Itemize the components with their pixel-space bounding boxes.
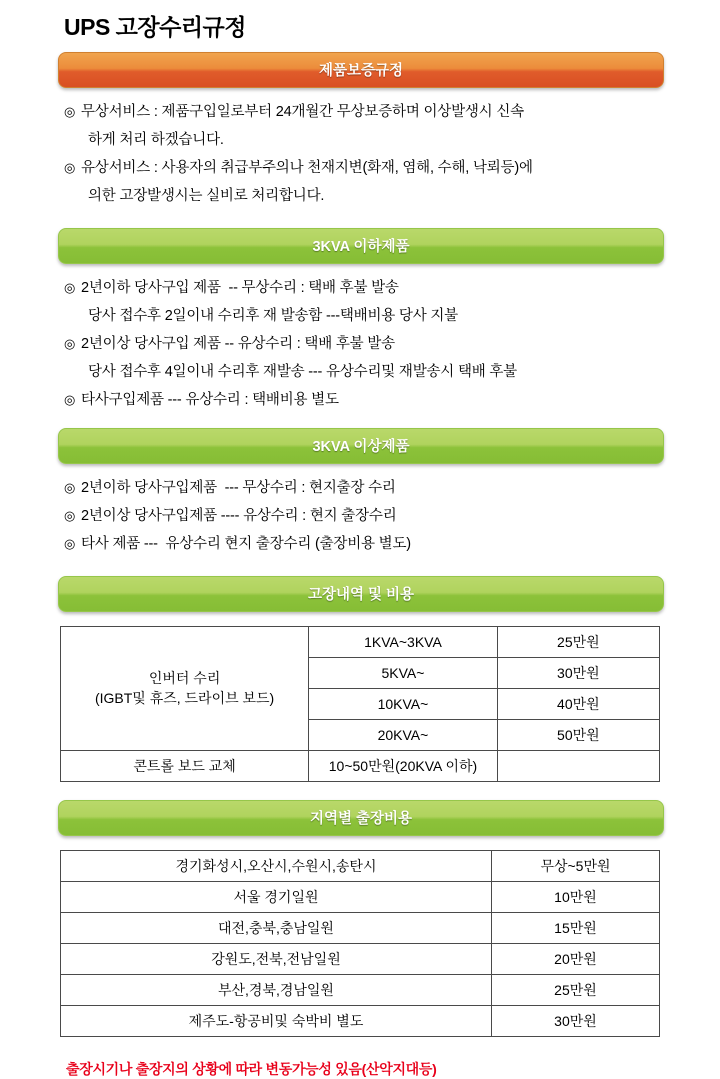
warranty-line-text: 하게 처리 하겠습니다. [88, 131, 224, 148]
under-3kva-line-text: 타사구입제품 --- 유상수리 : 택배비용 별도 [81, 391, 339, 408]
failure-cost-table [60, 626, 660, 782]
cell-region-price: 10만원 [491, 881, 659, 912]
cell-price: 50만원 [497, 719, 659, 750]
cell-region: 제주도-항공비및 숙박비 별도 [61, 1005, 492, 1036]
inverter-label-line2: (IGBT및 휴즈, 드라이브 보드) [94, 690, 275, 707]
warranty-line-text: 의한 고장발생시는 실비로 처리합니다. [88, 187, 325, 204]
bullet-icon: ◎ [64, 479, 76, 495]
warranty-line [64, 154, 690, 182]
cell-region-price: 무상~5만원 [491, 850, 659, 881]
inverter-label-line1: 인버터 수리 [148, 670, 221, 687]
cell-price: 25만원 [497, 626, 659, 657]
cell-price: 30만원 [497, 657, 659, 688]
table-row [61, 943, 660, 974]
cell-control-board: 콘트롤 보드 교체 [61, 750, 309, 781]
under-3kva-line [64, 386, 690, 414]
under-3kva-line-text: 2년이상 당사구입 제품 -- 유상수리 : 택배 후불 발송 [81, 335, 395, 352]
cell-region: 경기화성시,오산시,수원시,송탄시 [61, 850, 492, 881]
cell-empty [497, 750, 659, 781]
under-3kva-line [64, 330, 690, 358]
warranty-line [64, 182, 690, 210]
table-row [61, 1005, 660, 1036]
cell-region: 부산,경북,경남일원 [61, 974, 492, 1005]
under-3kva-line-text: 당사 접수후 4일이내 수리후 재발송 --- 유상수리및 재발송시 택배 후불 [88, 363, 517, 380]
cell-capacity: 20KVA~ [309, 719, 498, 750]
over-3kva-line-text: 타사 제품 --- 유상수리 현지 출장수리 (출장비용 별도) [81, 535, 411, 552]
section-header-over-3kva: 3KVA 이상제품 [58, 428, 664, 464]
bullet-icon: ◎ [64, 103, 76, 119]
page-title: UPS 고장수리규정 [64, 14, 246, 40]
cell-region-price: 30만원 [491, 1005, 659, 1036]
over-3kva-line [64, 474, 690, 502]
warranty-line-text: 무상서비스 : 제품구입일로부터 24개월간 무상보증하며 이상발생시 신속 [81, 103, 524, 120]
over-3kva-line [64, 502, 690, 530]
section-header-region-cost: 지역별 출장비용 [58, 800, 664, 836]
table-row [61, 626, 660, 657]
over-3kva-line [64, 530, 690, 558]
over-3kva-body [30, 474, 690, 558]
cell-region: 강원도,전북,전남일원 [61, 943, 492, 974]
section-header-under-3kva: 3KVA 이하제품 [58, 228, 664, 264]
table-row [61, 912, 660, 943]
section-header-failure-cost: 고장내역 및 비용 [58, 576, 664, 612]
cell-capacity: 10KVA~ [309, 688, 498, 719]
under-3kva-line [64, 358, 690, 386]
section-header-warranty: 제품보증규정 [58, 52, 664, 88]
table-row [61, 750, 660, 781]
under-3kva-body [30, 274, 690, 414]
cell-capacity: 5KVA~ [309, 657, 498, 688]
footnote: 출장시기나 출장지의 상황에 따라 변동가능성 있음(산악지대등) [66, 1060, 437, 1077]
over-3kva-line-text: 2년이하 당사구입제품 --- 무상수리 : 현지출장 수리 [81, 479, 396, 496]
warranty-line [64, 98, 690, 126]
cell-region-price: 20만원 [491, 943, 659, 974]
cell-region-price: 15만원 [491, 912, 659, 943]
under-3kva-line-text: 당사 접수후 2일이내 수리후 재 발송함 ---택배비용 당사 지불 [88, 307, 458, 324]
table-row [61, 974, 660, 1005]
under-3kva-line-text: 2년이하 당사구입 제품 -- 무상수리 : 택배 후불 발송 [81, 279, 399, 296]
cell-region: 서울 경기일원 [61, 881, 492, 912]
over-3kva-line-text: 2년이상 당사구입제품 ---- 유상수리 : 현지 출장수리 [81, 507, 397, 524]
under-3kva-line [64, 274, 690, 302]
cell-region-price: 25만원 [491, 974, 659, 1005]
under-3kva-line [64, 302, 690, 330]
region-cost-table [60, 850, 660, 1037]
cell-control-board-value: 10~50만원(20KVA 이하) [309, 750, 498, 781]
cell-region: 대전,충북,충남일원 [61, 912, 492, 943]
warranty-body [30, 98, 690, 210]
cell-price: 40만원 [497, 688, 659, 719]
bullet-icon: ◎ [64, 391, 76, 407]
table-row [61, 850, 660, 881]
bullet-icon: ◎ [64, 335, 76, 351]
bullet-icon: ◎ [64, 507, 76, 523]
cell-inverter-repair [61, 626, 309, 750]
bullet-icon: ◎ [64, 535, 76, 551]
warranty-line-text: 유상서비스 : 사용자의 취급부주의나 천재지변(화재, 염해, 수해, 낙뢰등)에 [81, 159, 533, 176]
table-row [61, 881, 660, 912]
bullet-icon: ◎ [64, 159, 76, 175]
bullet-icon: ◎ [64, 279, 76, 295]
warranty-line [64, 126, 690, 154]
cell-capacity: 1KVA~3KVA [309, 626, 498, 657]
